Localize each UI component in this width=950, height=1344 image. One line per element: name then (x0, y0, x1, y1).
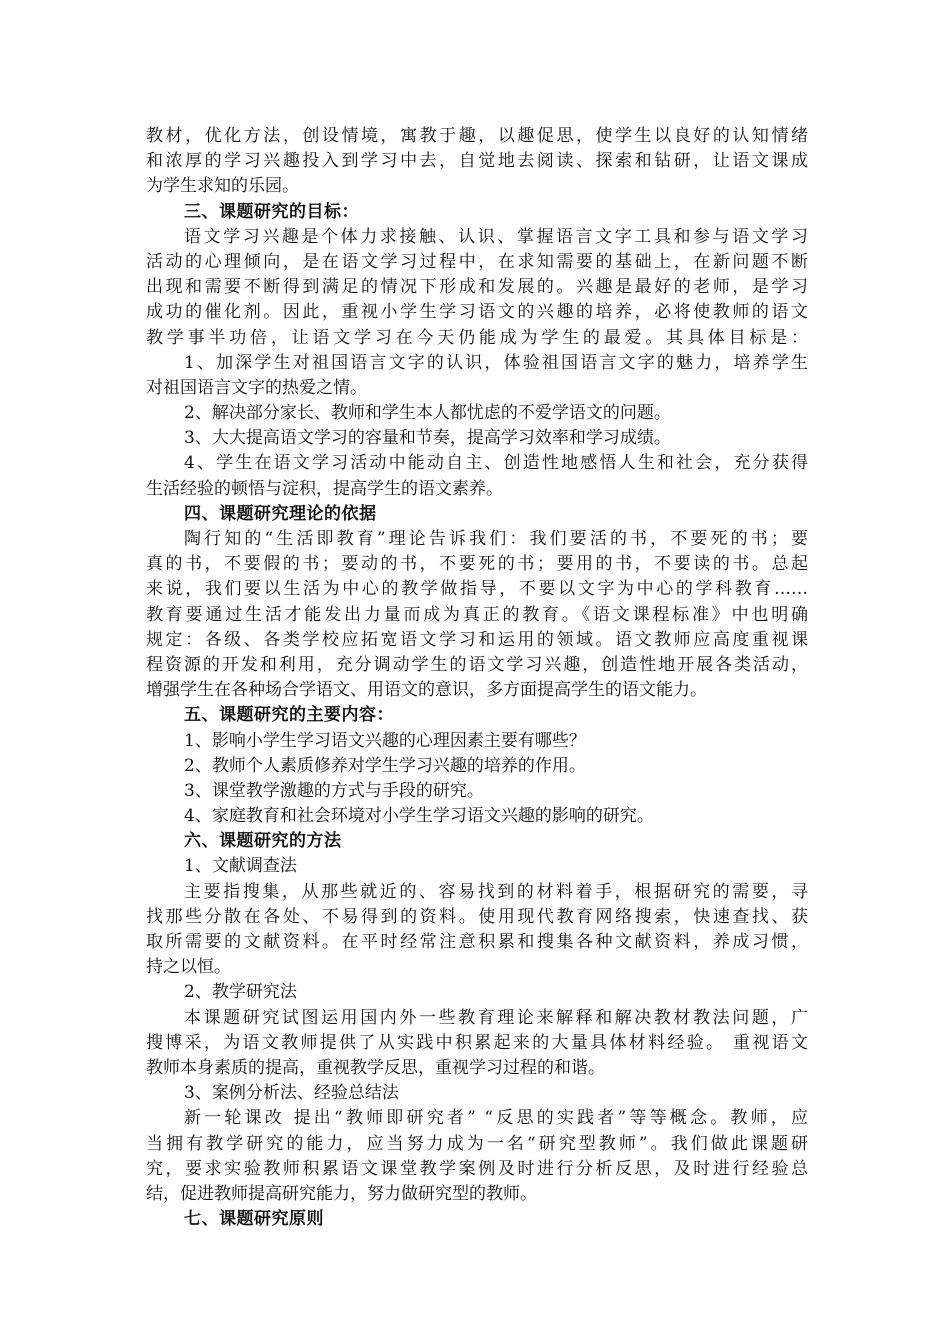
body-text-line: 取所需要的文献资料。在平时经常注意积累和搜集各种文献资料，养成习惯， (146, 932, 808, 952)
body-text-line: 和浓厚的学习兴趣投入到学习中去，自觉地去阅读、探索和钻研，让语文课成 (146, 151, 808, 172)
paragraph-first-line: 1、加深学生对祖国语言文字的认识，体验祖国语言文字的魅力，培养学生 (184, 352, 808, 373)
body-text-line: 成功的催化剂。因此，重视小学生学习语文的兴趣的培养，必将使教师的语文 (146, 302, 808, 323)
list-item: 3、课堂教学激趣的方式与手段的研究。 (184, 780, 484, 801)
paragraph-last-line: 持之以恒。 (146, 957, 231, 978)
paragraph-first-line: 陶行知的“生活即教育”理论告诉我们：我们要活的书，不要死的书；要 (184, 529, 808, 549)
section-heading: 三、课题研究的目标： (184, 201, 359, 222)
document-body (146, 124, 808, 1232)
body-text-line: 教学事半功倍，让语文学习在今天仍能成为学生的最爱。其具体目标是： (146, 327, 808, 348)
list-item: 2、教师个人素质修养对学生学习兴趣的培养的作用。 (184, 755, 586, 776)
paragraph-first-line: 主要指搜集，从那些就近的、容易找到的材料着手，根据研究的需要，寻 (184, 881, 808, 902)
body-text-line: 当拥有教学研究的能力，应当努力成为一名“研究型教师”。我们做此课题研 (146, 1133, 808, 1154)
body-text-line: 来说，我们要以生活为中心的教学做指导，不要以文字为中心的学科教育…… (146, 579, 808, 600)
paragraph-first-line: 新一轮课改 提出“教师即研究者” “反思的实践者”等等概念。教师，应 (184, 1108, 808, 1129)
section-heading: 五、课题研究的主要内容： (184, 705, 394, 726)
paragraph-first-line: 本课题研究试图运用国内外一些教育理论来解释和解决教材教法问题，广 (184, 1007, 808, 1028)
section-heading: 四、课题研究理论的依据 (184, 503, 377, 524)
body-text-line: 程资源的开发和利用，充分调动学生的语文学习兴趣，创造性地开展各类活动， (146, 654, 808, 675)
body-text-line: 出现和需要不断得到满足的情况下形成和发展的。兴趣是最好的老师，是学习 (146, 277, 808, 298)
body-text-line: 活动的心理倾向，是在语文学习过程中，在求知需要的基础上，在新问题不断 (146, 251, 808, 272)
paragraph-last-line: 为学生求知的乐园。 (146, 176, 299, 197)
list-item: 2、教学研究法 (184, 982, 297, 1003)
section-heading: 六、课题研究的方法 (184, 831, 342, 852)
list-item: 1、影响小学生学习语文兴趣的心理因素主要有哪些？ (184, 730, 586, 751)
paragraph-first-line: 语文学习兴趣是个体力求接触、认识、掌握语言文字工具和参与语文学习 (184, 226, 808, 247)
body-text-line: 找那些分散在各处、不易得到的资料。使用现代教育网络搜索，快速查找、获 (146, 906, 808, 927)
paragraph-last-line: 增强学生在各种场合学语文、用语文的意识，多方面提高学生的语文能力。 (146, 680, 707, 701)
body-text-line: 究，要求实验教师积累语文课堂教学案例及时进行分析反思，及时进行经验总 (146, 1158, 808, 1179)
paragraph-last-line: 生活经验的顿悟与淀积，提高学生的语文素养。 (146, 478, 503, 499)
section-heading: 七、课题研究原则 (184, 1209, 324, 1230)
list-item: 2、解决部分家长、教师和学生本人都忧虑的不爱学语文的问题。 (184, 403, 671, 424)
list-item: 4、家庭教育和社会环境对小学生学习语文兴趣的影响的研究。 (184, 806, 654, 827)
body-text-line: 真的书，不要假的书；要动的书，不要死的书；要用的书，不要读的书。总起 (146, 554, 808, 575)
paragraph-last-line: 结，促进教师提高研究能力，努力做研究型的教师。 (146, 1183, 537, 1204)
body-text-line: 搜博采，为语文教师提供了从实践中积累起来的大量具体材料经验。 重视语文 (146, 1032, 808, 1053)
list-item: 3、案例分析法、经验总结法 (184, 1083, 399, 1104)
body-text-line: 教育要通过生活才能发出力量而成为真正的教育。《语文课程标准》中也明确 (146, 604, 808, 625)
paragraph-first-line: 4、学生在语文学习活动中能动自主、创造性地感悟人生和社会，充分获得 (184, 453, 808, 474)
paragraph-last-line: 教师本身素质的提高，重视教学反思，重视学习过程的和谐。 (146, 1057, 605, 1078)
body-text-line: 规定：各级、各类学校应拓宽语文学习和运用的领域。语文教师应高度重视课 (146, 629, 808, 650)
list-item: 1、文献调查法 (184, 856, 297, 877)
list-item: 3、大大提高语文学习的容量和节奏，提高学习效率和学习成绩。 (184, 428, 671, 449)
body-text-line: 教材，优化方法，创设情境，寓教于趣，以趣促思，使学生以良好的认知情绪 (146, 126, 808, 146)
paragraph-last-line: 对祖国语言文字的热爱之情。 (146, 377, 367, 398)
